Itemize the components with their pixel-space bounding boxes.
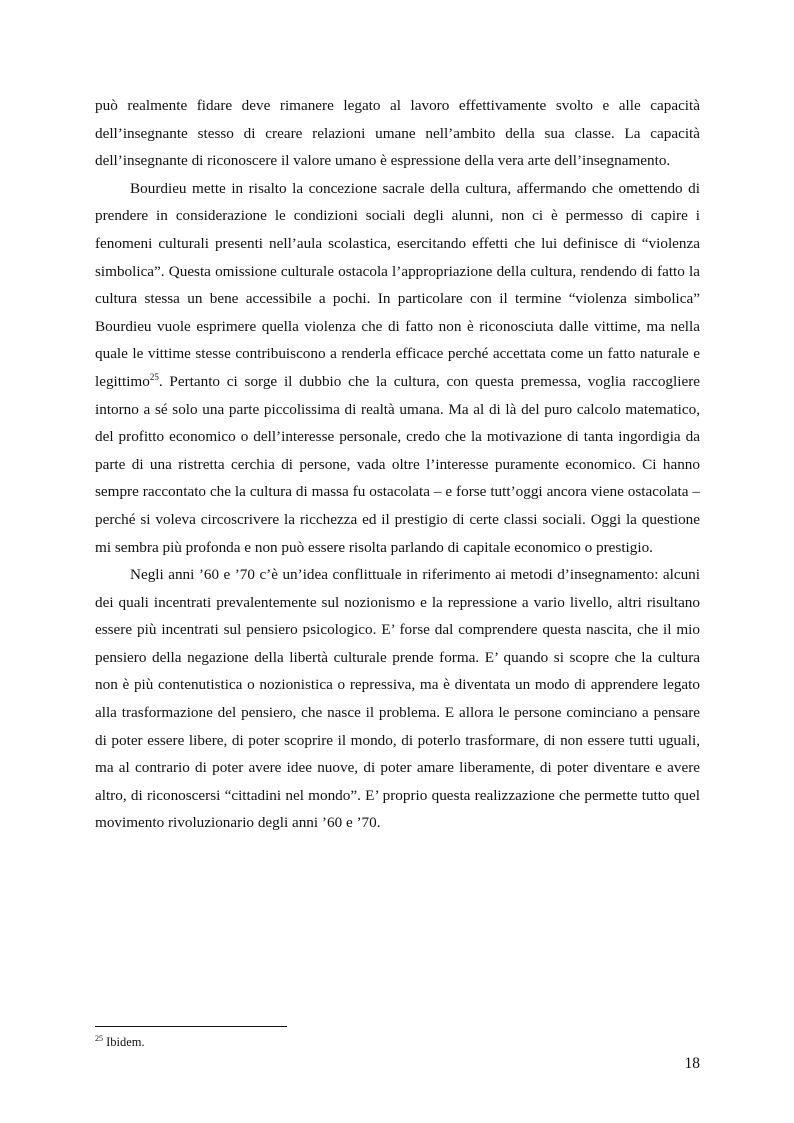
body-text (95, 92, 700, 837)
paragraph-2-text-a: Bourdieu mette in risalto la concezione sacrale della cultura, affermando che omettendo di prendere in considerazione le condizioni sociali degli alunni, non ci è permesso di capire i fenomeni culturali presenti nell’aula scolastica, esercitando effetti che lui definisce di “violenza simbolica”. Questa omissione culturale ostacola l’appropriazione della cultura, rendendo di fatto la cultura stessa un bene accessibile a pochi. In particolare con il termine “violenza simbolica” Bourdieu vuole esprimere quella violenza che di fatto non è riconosciuta dalle vittime, ma nella quale le vittime stesse contribuiscono a renderla efficace perché accettata come un fatto naturale e legittimo (95, 179, 700, 390)
footnote-reference[interactable]: 25 (149, 371, 159, 382)
footnote-divider (95, 1026, 287, 1027)
paragraph-1: può realmente fidare deve rimanere legato al lavoro effettivamente svolto e alle capacità dell’insegnante stesso di creare relazioni umane nell’ambito della sua classe. La capacità dell’insegnante di riconoscere il valore umano è espressione della vera arte dell’insegnamento. (95, 97, 700, 170)
paragraph-2 (95, 175, 700, 561)
page-number: 18 (684, 1055, 700, 1072)
paragraph-3: Negli anni ’60 e ’70 c’è un’idea conflittuale in riferimento ai metodi d’insegnamento: alcuni dei quali incentrati prevalentemente sul nozionismo e la repressione a vario livello, altri risultano essere più incentrati sul pensiero psicologico. E’ forse dal comprendere questa nascita, che il mio pensiero della negazione della libertà culturale prende forma. E’ quando si scopre che la cultura non è più contenutistica o nozionistica o repressiva, ma è diventata un modo di apprendere legato alla trasformazione del pensiero, che nasce il problema. E allora le persone cominciano a pensare di poter essere libere, di poter scoprire il mondo, di poterlo trasformare, di non essere tutti uguali, ma al contrario di poter avere idee nuove, di poter amare liberamente, di poter diventare e avere altro, di riconoscersi “cittadini nel mondo”. E’ proprio questa realizzazione che permette tutto quel movimento rivoluzionario degli anni ’60 e ’70. (95, 566, 700, 832)
footnote (95, 1034, 495, 1050)
paragraph-2-text-b: . Pertanto ci sorge il dubbio che la cultura, con questa premessa, voglia raccogliere intorno a sé solo una parte piccolissima di realtà umana. Ma al di là del puro calcolo matematico, del profitto economico o dell’interesse personale, credo che la motivazione di tanta ingordigia da parte di una ristretta cerchia di persone, vada oltre l’interesse puramente economico. Ci hanno sempre raccontato che la cultura di massa fu ostacolata – e forse tutt’oggi ancora viene ostacolata – perché si voleva circoscrivere la ricchezza ed il prestigio di certe classi sociali. Oggi la questione mi sembra più profonda e non può essere risolta parlando di capitale economico o prestigio. (95, 372, 700, 556)
footnote-text: Ibidem. (103, 1035, 145, 1049)
footnote-number: 25 (95, 1033, 103, 1043)
